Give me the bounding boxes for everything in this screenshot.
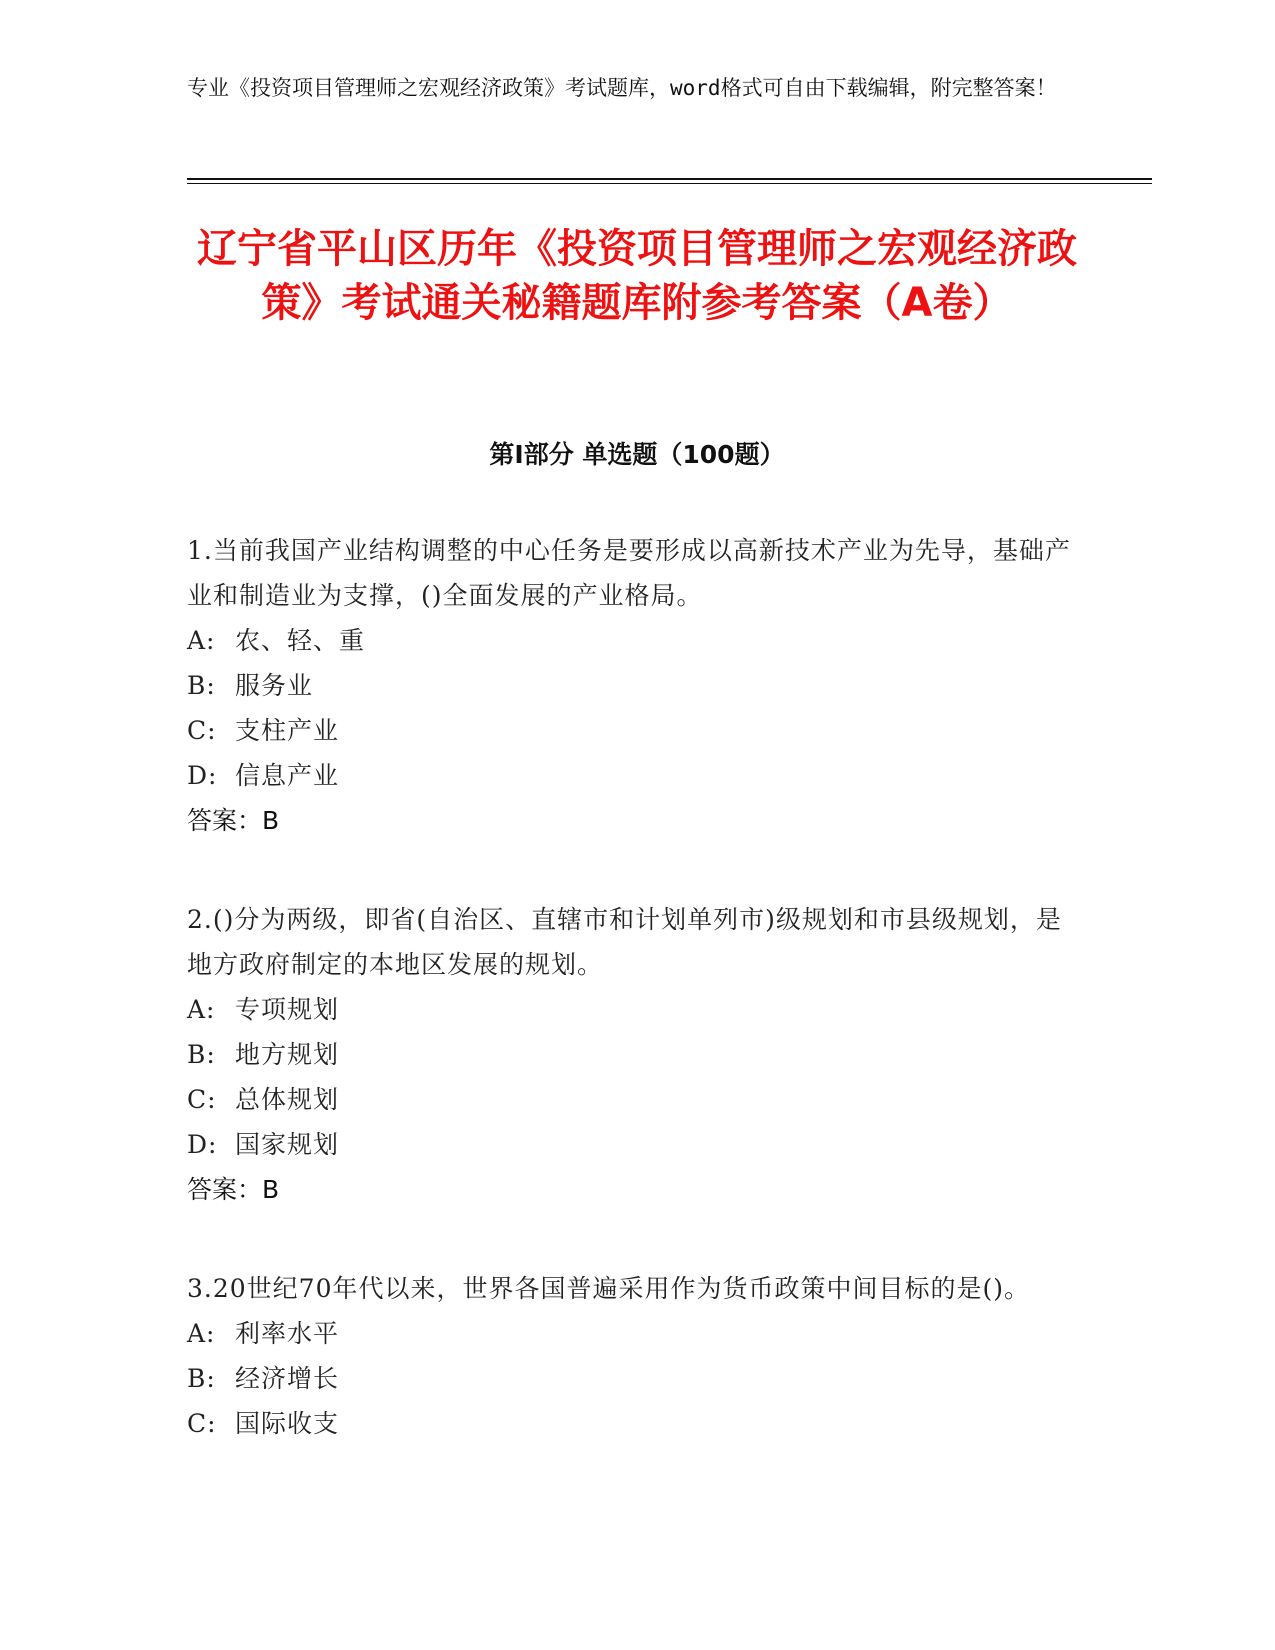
- option-key: A:: [187, 626, 216, 655]
- option-key: A:: [187, 995, 216, 1024]
- option-key: B:: [187, 1364, 216, 1393]
- option-key: D:: [187, 761, 218, 790]
- question-stem: 2.()分为两级，即省(自治区、直辖市和计划单列市)级规划和市县级规划，是地方政府制定的本地区发展的规划。: [187, 905, 1062, 979]
- document-title: 辽宁省平山区历年《投资项目管理师之宏观经济政策》考试通关秘籍题库附参考答案（A卷）: [197, 226, 1077, 326]
- option-item: [187, 618, 1087, 663]
- option-key: C:: [187, 1409, 217, 1438]
- header-note: 专业《投资项目管理师之宏观经济政策》考试题库，word格式可自由下载编辑，附完整答案！: [187, 76, 1057, 100]
- header-divider-thick: [187, 178, 1152, 180]
- question-item: [187, 1266, 1087, 1446]
- option-key: C:: [187, 716, 217, 745]
- question-list: [187, 528, 1087, 1500]
- option-item: [187, 708, 1087, 753]
- question-stem: 1.当前我国产业结构调整的中心任务是要形成以高新技术产业为先导，基础产业和制造业为支撑，()全面发展的产业格局。: [187, 536, 1071, 610]
- option-text: 地方规划: [235, 1040, 340, 1069]
- option-item: [187, 1401, 1087, 1446]
- option-key: B:: [187, 1040, 216, 1069]
- option-text: 信息产业: [235, 761, 340, 790]
- option-key: D:: [187, 1130, 218, 1159]
- question-item: [187, 897, 1087, 1212]
- option-key: A:: [187, 1319, 216, 1348]
- option-key: B:: [187, 671, 216, 700]
- option-item: [187, 987, 1087, 1032]
- option-text: 农、轻、重: [235, 626, 366, 655]
- option-text: 国家规划: [235, 1130, 340, 1159]
- option-text: 专项规划: [235, 995, 340, 1024]
- option-item: [187, 1311, 1087, 1356]
- option-item: [187, 1356, 1087, 1401]
- option-item: [187, 753, 1087, 798]
- option-item: [187, 1032, 1087, 1077]
- option-text: 国际收支: [235, 1409, 340, 1438]
- question-stem: 3.20世纪70年代以来，世界各国普遍采用作为货币政策中间目标的是()。: [187, 1274, 1030, 1303]
- section-title: 第I部分 单选题（100题）: [489, 440, 785, 469]
- option-text: 总体规划: [235, 1085, 340, 1114]
- option-item: [187, 1122, 1087, 1167]
- option-text: 经济增长: [235, 1364, 340, 1393]
- option-key: C:: [187, 1085, 217, 1114]
- answer-line: 答案：B: [187, 1175, 280, 1204]
- option-item: [187, 663, 1087, 708]
- header-divider-thin: [187, 183, 1152, 184]
- option-item: [187, 1077, 1087, 1122]
- option-text: 利率水平: [235, 1319, 340, 1348]
- answer-line: 答案：B: [187, 806, 280, 835]
- question-item: [187, 528, 1087, 843]
- option-text: 服务业: [235, 671, 314, 700]
- option-text: 支柱产业: [235, 716, 340, 745]
